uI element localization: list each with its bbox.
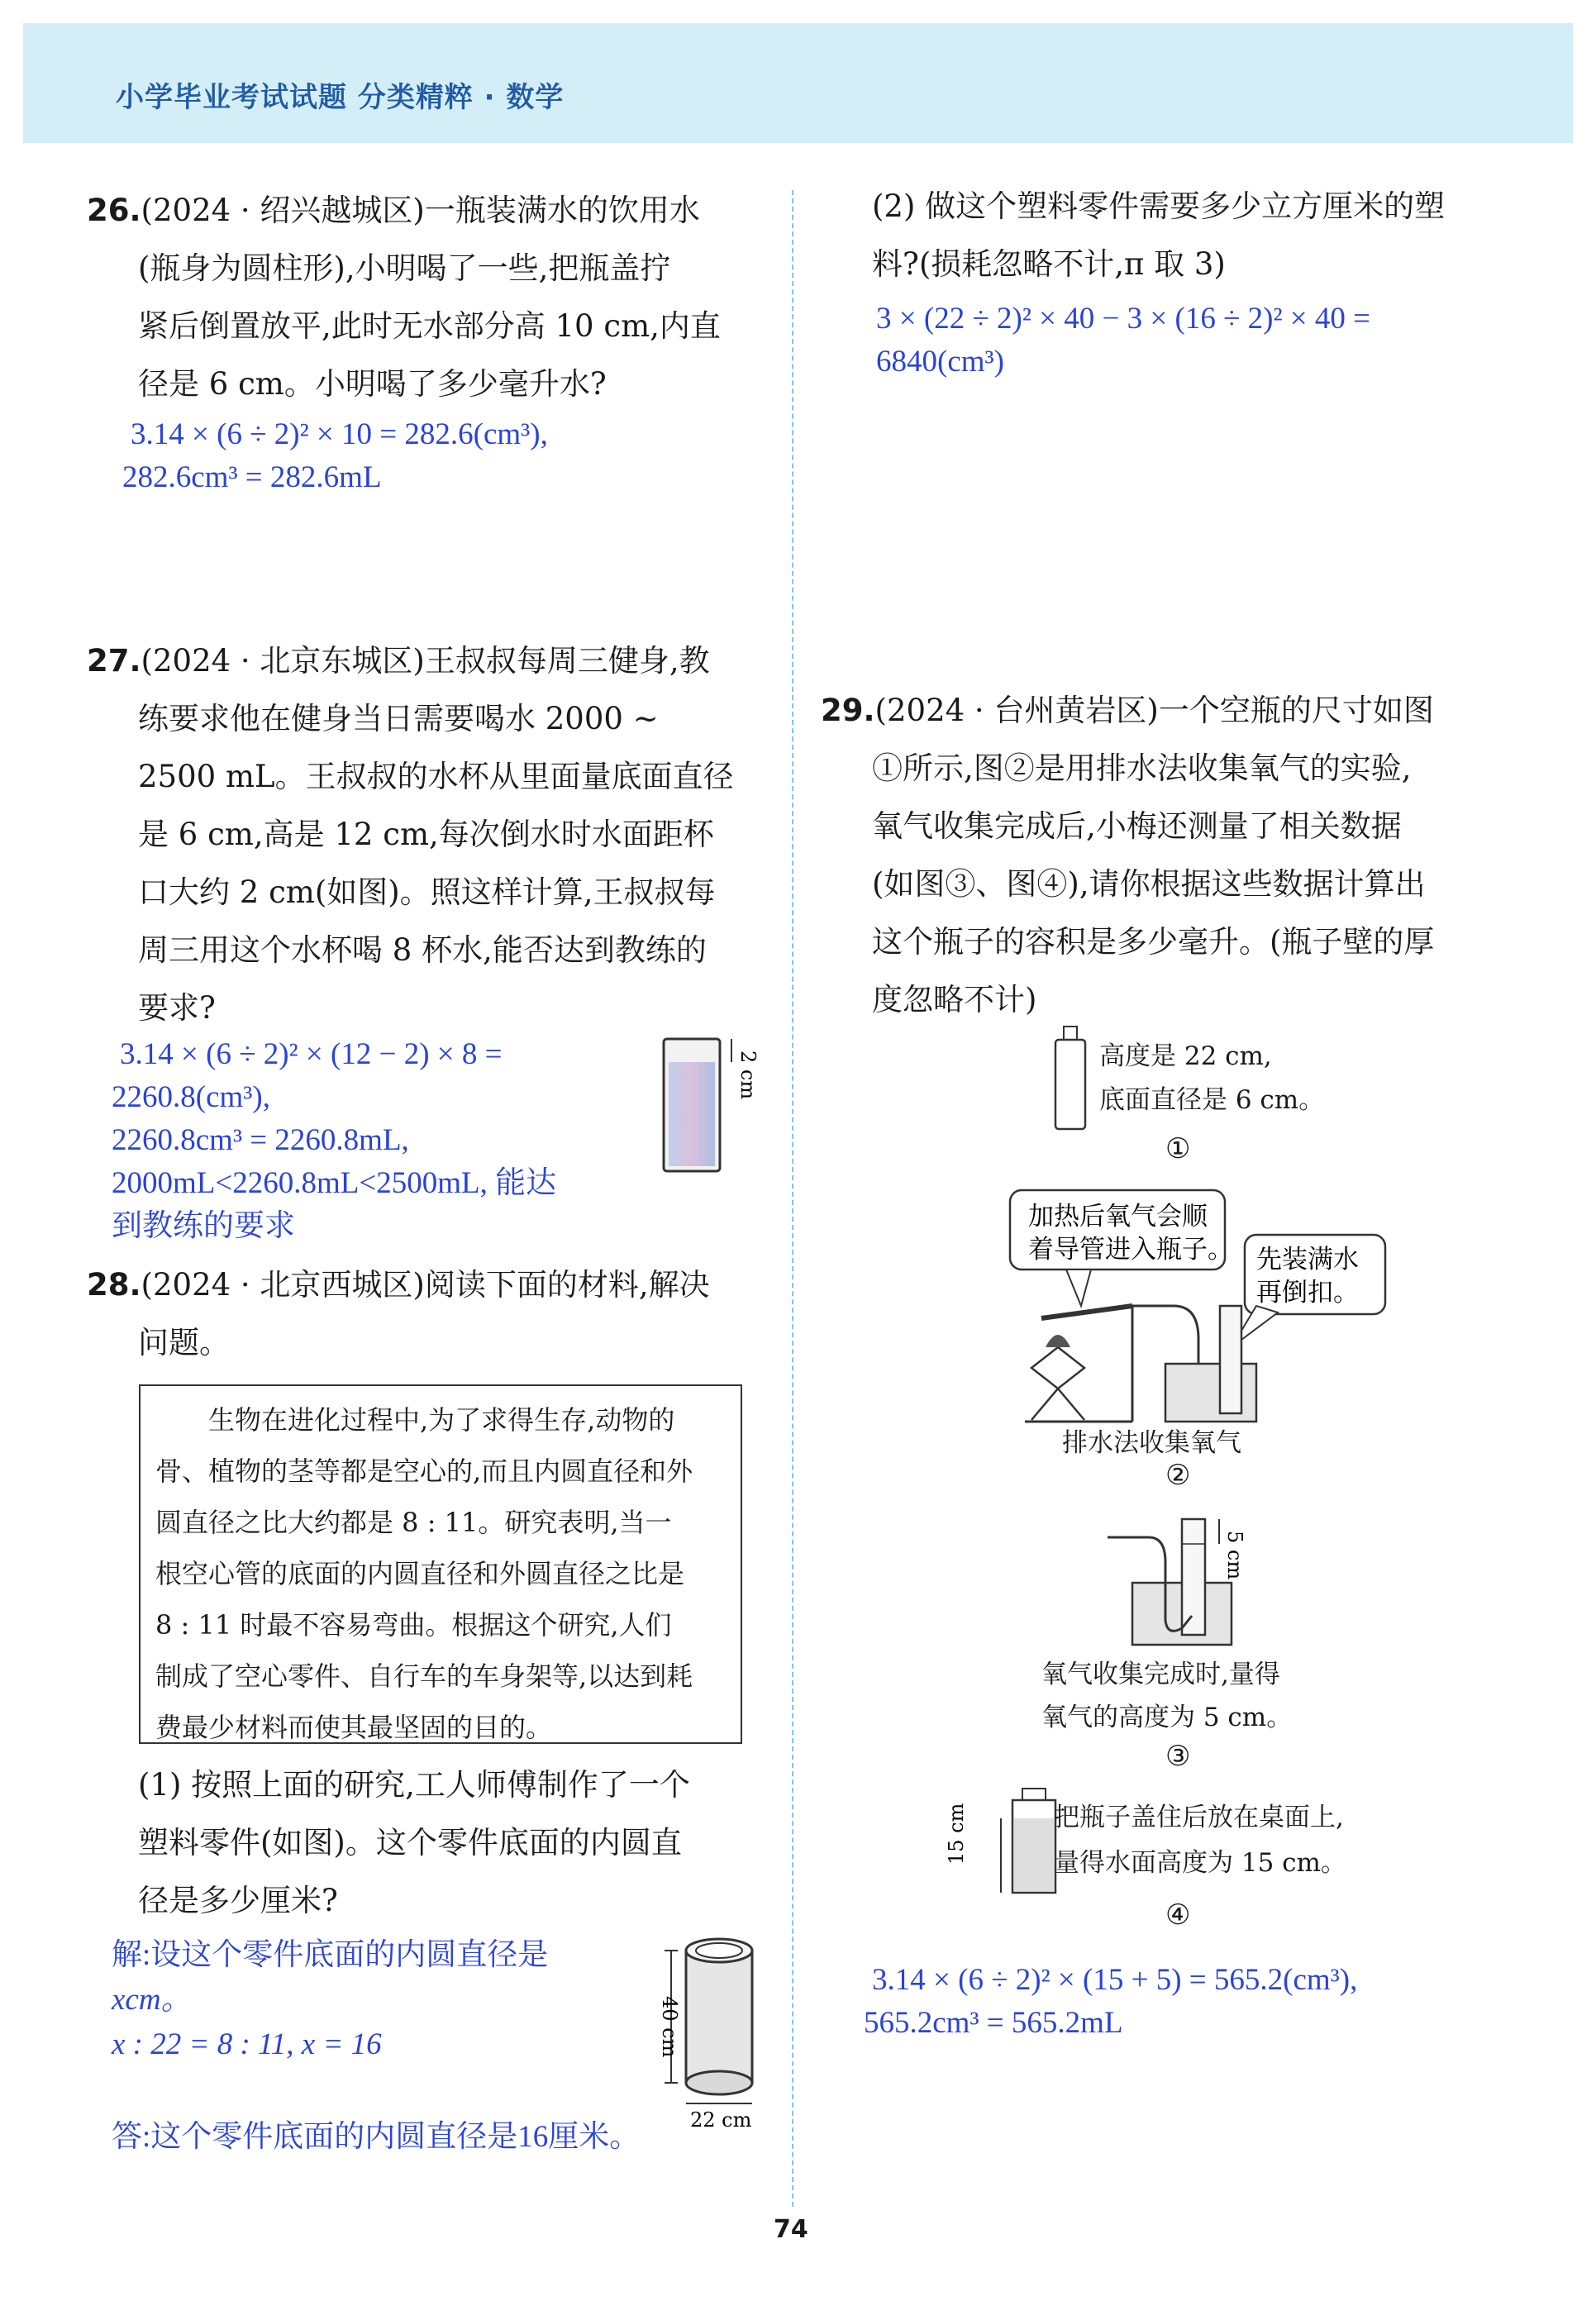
answer-line: 282.6cm³ = 282.6mL (122, 460, 382, 494)
question-26 (87, 182, 765, 413)
box-line: 根空心管的底面的内圆直径和外圆直径之比是 (155, 1558, 685, 1589)
capped-bottle-figure (945, 1785, 1062, 1901)
figure-mark: ③ (1165, 1740, 1191, 1773)
figure-caption: 排水法收集氧气 (1062, 1428, 1241, 1458)
question-text: 周三用这个水杯喝 8 杯水,能否达到教练的 (138, 932, 707, 968)
oxygen-experiment-figure (1008, 1182, 1397, 1455)
question-text: (2) 做这个塑料零件需要多少立方厘米的塑 (872, 188, 1446, 224)
question-number: 27. (87, 643, 141, 679)
box-line: 8 : 11 时最不容易弯曲。根据这个研究,人们 (155, 1609, 672, 1641)
oxygen-height-label: 5 cm (1223, 1531, 1246, 1580)
hollow-tube-figure (653, 1934, 777, 2132)
cup-height-label: 2 cm (736, 1050, 760, 1100)
question-text: 要求? (138, 990, 216, 1026)
bubble-text: 再倒扣。 (1256, 1278, 1359, 1308)
column-divider (792, 190, 793, 2207)
answer-line: 565.2cm³ = 565.2mL (864, 2006, 1123, 2040)
question-text: 径是 6 cm。小明喝了多少毫升水? (138, 366, 607, 402)
answer-line: 3.14 × (6 ÷ 2)² × 10 = 282.6(cm³), (131, 417, 548, 451)
answer-line: 6840(cm³) (876, 345, 1004, 379)
box-line: 费最少材料而使其最坚固的目的。 (155, 1712, 553, 1743)
question-text: 2500 mL。王叔叔的水杯从里面量底面直径 (138, 759, 734, 794)
question-text: (瓶身为圆柱形),小明喝了一些,把瓶盖拧 (138, 250, 671, 286)
question-source: (2024 · 北京西城区) (141, 1267, 425, 1303)
question-28-part1 (138, 1756, 783, 1930)
question-text: 径是多少厘米? (138, 1883, 338, 1918)
question-text: 料?(损耗忽略不计,π 取 3) (872, 246, 1226, 282)
tube-height-label: 40 cm (658, 1996, 681, 2058)
question-text: 王叔叔每周三健身,教 (424, 643, 710, 679)
question-text: 氧气收集完成后,小梅还测量了相关数据 (872, 808, 1402, 844)
answer-line: 3 × (22 ÷ 2)² × 40 − 3 × (16 ÷ 2)² × 40 = (876, 302, 1371, 336)
question-number: 28. (87, 1267, 141, 1303)
question-text: 阅读下面的材料,解决 (424, 1267, 710, 1303)
question-text: 是 6 cm,高是 12 cm,每次倒水时水面距杯 (138, 817, 714, 852)
figure-caption: 量得水面高度为 15 cm。 (1054, 1848, 1346, 1878)
figure-caption: 氧气的高度为 5 cm。 (1041, 1703, 1293, 1732)
figure-caption: 高度是 22 cm, (1099, 1041, 1272, 1071)
figure-caption: 底面直径是 6 cm。 (1099, 1085, 1325, 1115)
question-28-part2 (872, 178, 1550, 293)
answer-line: 3.14 × (6 ÷ 2)² × (15 + 5) = 565.2(cm³), (872, 1963, 1358, 1997)
bottle-figure (1050, 1025, 1091, 1132)
question-text: 口大约 2 cm(如图)。照这样计算,王叔叔每 (138, 874, 716, 910)
bubble-text: 加热后氧气会顺 (1028, 1202, 1208, 1231)
question-number: 29. (821, 693, 875, 728)
answer-line: 解:设这个零件底面的内圆直径是 (112, 1938, 549, 1972)
box-line: 骨、植物的茎等都是空心的,而且内圆直径和外 (155, 1455, 693, 1487)
figure-mark: ④ (1165, 1898, 1191, 1932)
answer-line: 2000mL<2260.8mL<2500mL, 能达 (112, 1166, 557, 1200)
figure-mark: ② (1165, 1459, 1191, 1492)
question-source: (2024 · 台州黄岩区) (874, 693, 1159, 728)
question-text: 问题。 (138, 1325, 230, 1360)
answer-line: 2260.8cm³ = 2260.8mL, (112, 1123, 409, 1157)
question-text: (1) 按照上面的研究,工人师傅制作了一个 (138, 1767, 690, 1803)
question-number: 26. (87, 193, 141, 228)
bubble-text: 着导管进入瓶子。 (1028, 1235, 1233, 1265)
answer-line: 3.14 × (6 ÷ 2)² × (12 − 2) × 8 = (120, 1037, 503, 1071)
question-text: 塑料零件(如图)。这个零件底面的内圆直 (138, 1825, 682, 1860)
oxygen-height-figure (1099, 1513, 1281, 1653)
question-29 (821, 682, 1565, 1029)
box-line: 圆直径之比大约都是 8 : 11。研究表明,当一 (155, 1507, 672, 1538)
bubble-text: 先装满水 (1256, 1245, 1359, 1274)
page-number: 74 (774, 2215, 808, 2244)
header-title: 小学毕业考试试题 分类精粹 · 数学 (116, 81, 565, 114)
question-28 (87, 1256, 765, 1372)
question-text: 一瓶装满水的饮用水 (424, 193, 700, 228)
question-text: (如图③、图④),请你根据这些数据计算出 (872, 866, 1426, 902)
question-text: 紧后倒置放平,此时无水部分高 10 cm,内直 (138, 308, 721, 344)
answer-line: 到教练的要求 (112, 1209, 295, 1243)
answer-line: xcm。 (112, 1983, 192, 2017)
box-line: 生物在进化过程中,为了求得生存,动物的 (208, 1404, 675, 1436)
box-line: 制成了空心零件、自行车的车身架等,以达到耗 (155, 1660, 693, 1692)
figure-caption: 氧气收集完成时,量得 (1041, 1660, 1280, 1689)
answer-line: 2260.8(cm³), (112, 1080, 270, 1114)
water-height-label: 15 cm (945, 1803, 968, 1865)
question-text: 一个空瓶的尺寸如图 (1158, 693, 1434, 728)
question-text: 度忽略不计) (872, 982, 1037, 1017)
question-text: 这个瓶子的容积是多少毫升。(瓶子壁的厚 (872, 924, 1435, 960)
question-27 (87, 632, 765, 1037)
answer-line: 答:这个零件底面的内圆直径是16厘米。 (112, 2120, 641, 2154)
cup-figure (657, 1029, 760, 1186)
question-source: (2024 · 绍兴越城区) (141, 193, 425, 228)
figure-mark: ① (1165, 1132, 1191, 1165)
question-text: ①所示,图②是用排水法收集氧气的实验, (872, 750, 1412, 786)
question-text: 练要求他在健身当日需要喝水 2000 ~ (138, 701, 659, 736)
answer-line: x : 22 = 8 : 11, x = 16 (112, 2027, 382, 2061)
tube-diameter-label: 22 cm (690, 2108, 752, 2132)
reading-material-box (139, 1384, 742, 1744)
figure-caption: 把瓶子盖住后放在桌面上, (1054, 1803, 1344, 1832)
question-source: (2024 · 北京东城区) (141, 643, 425, 679)
